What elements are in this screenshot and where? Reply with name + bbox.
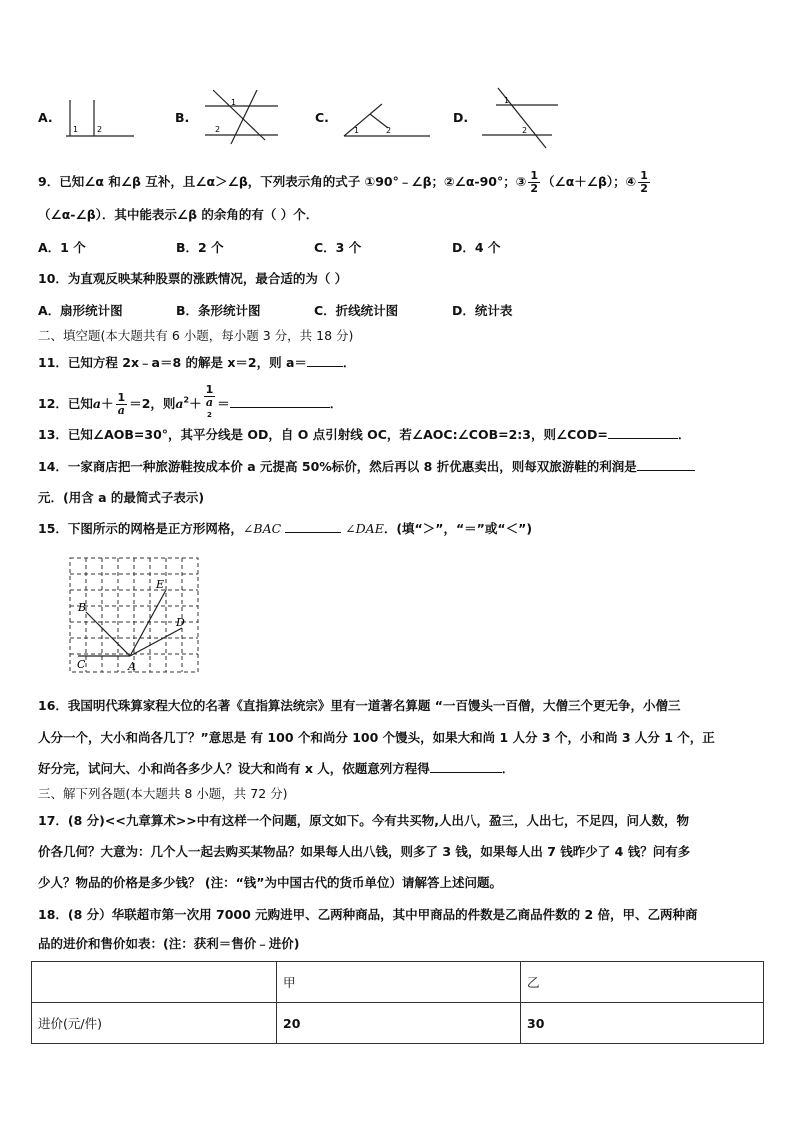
q13-answer-blank[interactable] bbox=[608, 426, 678, 439]
q11-answer-blank[interactable] bbox=[307, 354, 343, 367]
q17-line2: 价各几何？大意为：几个人一起去购买某物品？如果每人出八钱，则多了 3 钱，如果每人出 7 钱昨少了 4 钱？问有多 bbox=[38, 844, 691, 859]
q14-answer-blank[interactable] bbox=[637, 458, 695, 471]
q15-grid-figure bbox=[68, 556, 204, 676]
q8-figure-a bbox=[62, 100, 136, 140]
q8-d-label-2: 2 bbox=[522, 126, 528, 135]
q18-line1: 18．(8 分）华联超市第一次用 7000 元购进甲、乙两种商品，其中甲商品的件数是乙商品件数的 2 倍，甲、乙两种商 bbox=[38, 907, 698, 922]
q8-option-b: B. bbox=[175, 110, 190, 125]
q8-a-label-1: 1 bbox=[73, 125, 79, 134]
q14-line2: 元．(用含 a 的最简式子表示) bbox=[38, 490, 205, 505]
q9-line2: （∠α-∠β）．其中能表示∠β 的余角的有（ ）个． bbox=[38, 207, 319, 222]
section2-heading: 二、填空题(本大题共有 6 小题，每小题 3 分，共 18 分) bbox=[38, 328, 354, 343]
q16-answer-blank[interactable] bbox=[430, 760, 502, 773]
q13-line: 13．已知∠AOB=30°，其平分线是 OD，自 O 点引射线 OC，若∠AOC:∠COB=2:3，则∠COD= ． bbox=[38, 427, 691, 442]
q15-label-e: E bbox=[156, 578, 165, 591]
q8-c-label-1: 1 bbox=[354, 126, 360, 135]
q10-option-b: B．条形统计图 bbox=[176, 303, 261, 318]
q9-option-b: B．2 个 bbox=[176, 240, 224, 255]
table-header-cell: 甲 bbox=[277, 962, 521, 1003]
table-header-row bbox=[32, 962, 764, 1003]
q12-line: 12．已知a＋ $\frac{1}{a}$ ＝2，则$a^2+$ 1 a $^2$ ＝ ． bbox=[38, 383, 343, 419]
q17-line3: 少人？物品的价格是多少钱？ (注：“钱”为中国古代的货币单位）请解答上述问题。 bbox=[38, 875, 502, 890]
table-cell: 20 bbox=[277, 1003, 521, 1044]
q15-label-d: D bbox=[176, 616, 185, 629]
q9-option-a: A．1 个 bbox=[38, 240, 86, 255]
q15-line: 15．下图所示的网格是正方形网格，∠BAC ∠DAE．(填“＞”，“＝”或“＜”) bbox=[38, 521, 533, 536]
q16-line3: 好分完，试问大、小和尚各多少人？设大和尚有 x 人，依题意列方程得 ． bbox=[38, 761, 515, 776]
q9-option-d: D．4 个 bbox=[452, 240, 501, 255]
q8-option-c: C. bbox=[315, 110, 329, 125]
q8-figure-b bbox=[205, 88, 280, 146]
table-cell: 进价(元/件) bbox=[32, 1003, 277, 1044]
q18-line2: 品的进价和售价如表：(注：获利＝售价﹣进价) bbox=[38, 936, 300, 951]
table-row bbox=[32, 1003, 764, 1044]
q15-label-a: A bbox=[128, 660, 136, 673]
q17-line1: 17．(8 分)<<九章算术>>中有这样一个问题，原文如下。今有共买物,人出八，盈三，人出七，不足四，问人数，物 bbox=[38, 813, 690, 828]
q10-option-a: A．扇形统计图 bbox=[38, 303, 123, 318]
q15-label-b: B bbox=[78, 601, 87, 614]
q10-option-c: C．折线统计图 bbox=[314, 303, 399, 318]
table-cell: 30 bbox=[521, 1003, 764, 1044]
q8-d-label-1: 1 bbox=[504, 96, 510, 105]
q11-line: 11．已知方程 2x﹣a＝8 的解是 x＝2，则 a＝ ． bbox=[38, 355, 356, 370]
q8-option-d: D. bbox=[453, 110, 469, 125]
q10-text: 10．为直观反映某种股票的涨跌情况，最合适的为（ ） bbox=[38, 271, 348, 286]
q15-label-c: C bbox=[77, 658, 86, 671]
q12-answer-blank[interactable] bbox=[230, 395, 330, 408]
q8-c-label-2: 2 bbox=[386, 126, 392, 135]
q8-b-label-2: 2 bbox=[215, 125, 221, 134]
q9-line1: 9．已知∠α 和∠β 互补，且∠α＞∠β，下列表示角的式子 ①90°﹣∠β；②∠α-90°；③ $\frac{1}{2}$ （∠α＋∠β）；④ $\frac{1}{2}$ bbox=[38, 169, 648, 195]
q16-line1: 16．我国明代珠算家程大位的名著《直指算法统宗》里有一道著名算题 “一百馒头一百僧，大僧三个更无争，小僧三 bbox=[38, 698, 681, 713]
q16-line2: 人分一个，大小和尚各几丁？”意思是 有 100 个和尚分 100 个馒头，如果大和尚 1 人分 3 个，小和尚 3 人分 1 个，正 bbox=[38, 730, 715, 745]
q9-option-c: C．3 个 bbox=[314, 240, 362, 255]
q18-price-table bbox=[31, 961, 764, 1044]
q8-figure-c bbox=[340, 100, 432, 140]
section3-heading: 三、解下列各题(本大题共 8 小题，共 72 分) bbox=[38, 786, 288, 801]
table-header-cell: 乙 bbox=[521, 962, 764, 1003]
q14-line1: 14．一家商店把一种旅游鞋按成本价 a 元提高 50%标价，然后再以 8 折优惠卖出，则每双旅游鞋的利润是 bbox=[38, 458, 695, 476]
table-header-cell bbox=[32, 962, 277, 1003]
q8-b-label-1: 1 bbox=[231, 98, 237, 107]
q10-option-d: D．统计表 bbox=[452, 303, 513, 318]
q8-figure-d bbox=[480, 86, 560, 150]
q8-a-label-2: 2 bbox=[97, 125, 103, 134]
q8-option-a: A. bbox=[38, 110, 53, 125]
q15-answer-blank[interactable] bbox=[285, 520, 341, 533]
